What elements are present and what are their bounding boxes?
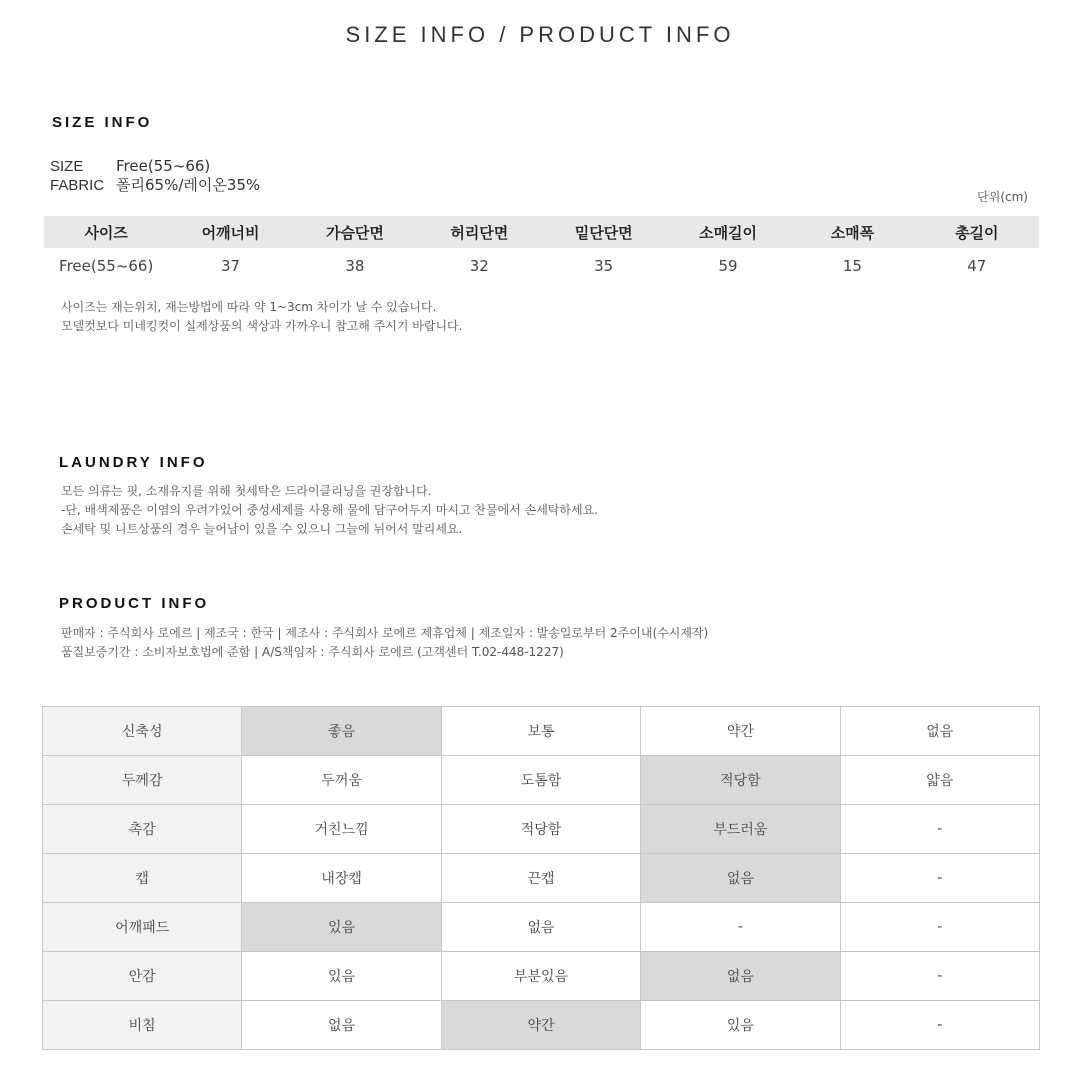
table-row: [43, 1001, 1040, 1050]
attribute-option: 적당함: [441, 805, 640, 854]
header-cell: 가슴단면: [325, 223, 384, 242]
laundry-line: 모든 의류는 핏, 소재유지를 위해 첫세탁은 드라이클리닝을 권장합니다.: [61, 484, 432, 498]
table-cell: 47: [967, 257, 987, 275]
table-cell: 32: [469, 257, 489, 275]
header-cell: 총길이: [955, 223, 999, 242]
attribute-option: 약간: [641, 707, 840, 756]
attribute-option: 없음: [441, 903, 640, 952]
size-label: SIZE: [50, 158, 84, 175]
attribute-option: 부분있음: [441, 952, 640, 1001]
header-cell: 어깨너비: [201, 223, 260, 242]
attribute-option: 거친느낌: [242, 805, 441, 854]
attribute-option: -: [641, 903, 840, 952]
attribute-option: -: [840, 1001, 1039, 1050]
attribute-option-selected: 있음: [242, 903, 441, 952]
table-row: [43, 707, 1040, 756]
header-cell: 허리단면: [450, 223, 509, 242]
attribute-option: -: [840, 805, 1039, 854]
attribute-label: 어깨패드: [43, 903, 242, 952]
table-cell: Free(55~66): [59, 257, 154, 275]
table-cell: 59: [718, 257, 738, 275]
table-row: [43, 854, 1040, 903]
size-table-header: [44, 216, 1039, 248]
fabric-spec: [50, 176, 260, 195]
table-cell: 35: [594, 257, 614, 275]
attribute-label: 촉감: [43, 805, 242, 854]
size-spec: [50, 157, 210, 176]
attribute-option: 있음: [242, 952, 441, 1001]
fabric-value: 폴리65%/레이온35%: [116, 176, 261, 194]
laundry-line: 손세탁 및 니트상품의 경우 늘어남이 있을 수 있으니 그늘에 뉘어서 말리세요.: [61, 522, 463, 536]
attribute-label: 비침: [43, 1001, 242, 1050]
attribute-option: 보통: [441, 707, 640, 756]
attribute-option: 없음: [242, 1001, 441, 1050]
table-cell: 37: [221, 257, 241, 275]
unit-label: 단위(cm): [977, 190, 1028, 204]
size-note: 모델컷보다 미네킹컷이 실제상품의 색상과 가까우니 참고해 주시기 바랍니다.: [61, 319, 463, 333]
header-cell: 소매폭: [830, 223, 875, 242]
attribute-option: -: [840, 903, 1039, 952]
table-cell: 15: [842, 257, 862, 275]
product-info-title: PRODUCT INFO: [59, 595, 210, 612]
attribute-option-selected: 부드러움: [641, 805, 840, 854]
attribute-option: 끈캡: [441, 854, 640, 903]
header-cell: 밑단단면: [574, 223, 633, 242]
attribute-option: 없음: [840, 707, 1039, 756]
table-row: [44, 248, 1039, 284]
attribute-option: 도톰함: [441, 756, 640, 805]
attribute-option-selected: 좋음: [242, 707, 441, 756]
attribute-option: -: [840, 952, 1039, 1001]
attribute-label: 신축성: [43, 707, 242, 756]
table-row: [43, 756, 1040, 805]
attribute-option-selected: 없음: [641, 952, 840, 1001]
attribute-option: 얇음: [840, 756, 1039, 805]
attribute-option-selected: 없음: [641, 854, 840, 903]
size-table: [44, 216, 1039, 284]
size-info-title: SIZE INFO: [52, 114, 153, 131]
size-value: Free(55~66): [116, 157, 211, 175]
attribute-option: 내장캡: [242, 854, 441, 903]
product-line: 품질보증기간 : 소비자보호법에 준함 | A/S책임자 : 주식회사 로에르 (고객센터 T.02-448-1227): [61, 645, 564, 659]
table-row: [43, 903, 1040, 952]
attribute-table: [42, 706, 1040, 1050]
header-cell: 소매길이: [699, 223, 758, 242]
table-cell: 38: [345, 257, 365, 275]
laundry-info-title: LAUNDRY INFO: [59, 454, 208, 471]
table-row: [43, 952, 1040, 1001]
attribute-option: 있음: [641, 1001, 840, 1050]
attribute-option: -: [840, 854, 1039, 903]
fabric-label: FABRIC: [50, 177, 105, 194]
table-row: [43, 805, 1040, 854]
laundry-line: -단, 배색제품은 이염의 우려가있어 중성세제를 사용해 물에 담구어두지 마시고 찬물에서 손세탁하세요.: [61, 503, 598, 517]
product-line: 판매자 : 주식회사 로에르 | 제조국 : 한국 | 제조사 : 주식회사 로에르 제휴업체 | 제조일자 : 발송일로부터 2주이내(수시제작): [61, 626, 709, 640]
attribute-option-selected: 약간: [441, 1001, 640, 1050]
attribute-label: 캡: [43, 854, 242, 903]
size-note: 사이즈는 재는위치, 재는방법에 따라 약 1~3cm 차이가 날 수 있습니다.: [61, 300, 437, 314]
attribute-option-selected: 적당함: [641, 756, 840, 805]
attribute-label: 안감: [43, 952, 242, 1001]
header-cell: 사이즈: [84, 223, 128, 242]
attribute-option: 두꺼움: [242, 756, 441, 805]
attribute-label: 두께감: [43, 756, 242, 805]
page-title: SIZE INFO / PRODUCT INFO: [345, 22, 735, 47]
